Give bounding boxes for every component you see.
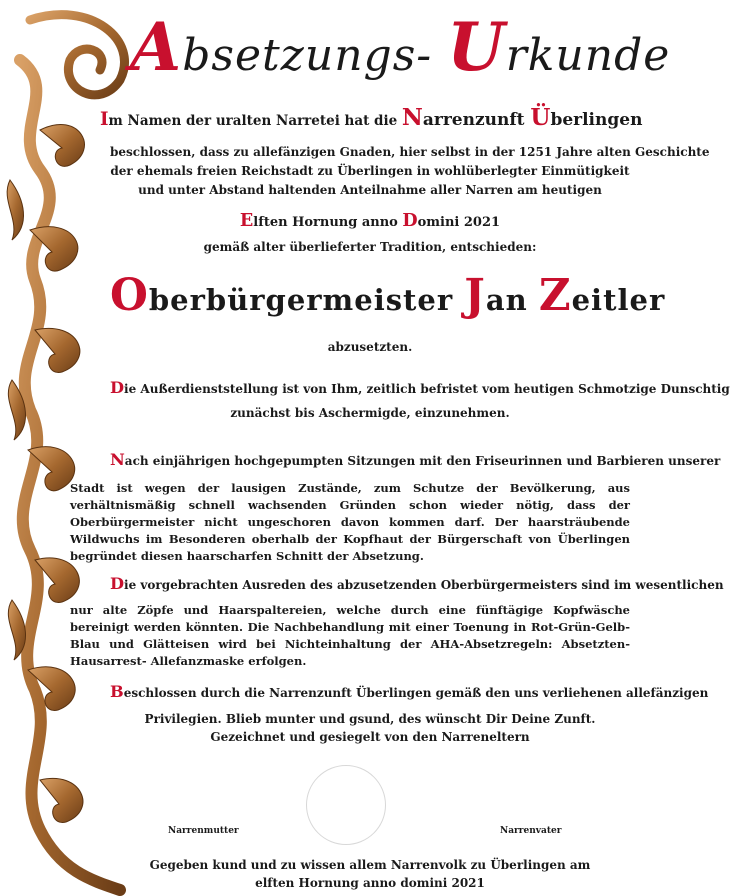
org-part-2: berlingen xyxy=(550,110,643,130)
para4-line-1 xyxy=(110,682,709,703)
name-part-3: eitler xyxy=(571,283,666,317)
document-title xyxy=(130,8,671,86)
name-part-2: an xyxy=(485,283,539,317)
signature-left: Narrenmutter xyxy=(168,826,239,836)
title-initial-a: A xyxy=(130,8,183,86)
para3-line-1 xyxy=(110,574,724,595)
para1-text: ie Außerdienststellung ist von Ihm, zeitlich befristet vom heutigen Schmotzige Dunschtig xyxy=(124,382,730,396)
ornamental-border xyxy=(0,0,140,896)
name-initial-j: J xyxy=(464,270,486,321)
para3-initial: D xyxy=(110,574,125,593)
para2-initial: N xyxy=(110,450,125,469)
date-part-1: lften Hornung anno xyxy=(253,215,403,230)
seal-placeholder xyxy=(306,765,386,845)
footer-line-1: Gegeben kund und zu wissen allem Narrenvolk zu Überlingen am xyxy=(149,858,591,872)
date-part-2: omini 2021 xyxy=(417,215,501,230)
mayor-name xyxy=(110,270,666,321)
intro-text: m Namen der uralten Narretei hat die xyxy=(108,113,398,129)
name-initial-o: O xyxy=(110,270,149,321)
para1-initial: D xyxy=(110,378,125,397)
para3-body: nur alte Zöpfe und Haarspaltereien, welche durch eine fünftägige Kopfwäsche bereinigt werden könnten. Die Nachbehandlung mit einer Toenung in Rot-Grün-Gelb-Blau und Glätteisen wird bei Nichteinhaltung der AHA-Absetzregeln: Absetzten- Hausarrest- Allefanzmaske erfolgen. xyxy=(70,603,630,668)
org-part-1: arrenzunft xyxy=(422,110,531,130)
para4-text: eschlossen durch die Narrenzunft Überlingen gemäß den uns verliehenen allefänzigen xyxy=(123,686,709,700)
title-part-2: rkunde xyxy=(505,30,671,81)
abzusetzen-text: abzusetzten. xyxy=(327,340,413,354)
org-initial-n: N xyxy=(401,104,423,131)
title-initial-u: U xyxy=(447,8,506,86)
intro-line-3: der ehemals freien Reichstadt zu Überlingen in wohlüberlegter Einmütigkeit xyxy=(110,164,630,178)
signature-right: Narrenvater xyxy=(500,826,562,836)
intro-initial: I xyxy=(100,109,109,130)
name-part-1: berbürgermeister xyxy=(148,283,465,317)
intro-line-2: beschlossen, dass zu allefänzigen Gnaden, hier selbst in der 1251 Jahre alten Geschichte xyxy=(110,145,710,159)
para4-initial: B xyxy=(110,682,124,701)
date-line xyxy=(110,212,630,232)
para4-line-2: Privilegien. Blieb munter und gsund, des wünscht Dir Deine Zunft. xyxy=(144,712,596,726)
para2-line-1 xyxy=(110,450,721,471)
name-initial-z: Z xyxy=(538,270,572,321)
para4-line-3: Gezeichnet und gesiegelt von den Narreneltern xyxy=(210,730,530,744)
date-initial-d: D xyxy=(402,211,418,231)
footer-line-2: elften Hornung anno domini 2021 xyxy=(255,876,485,890)
intro-line-1 xyxy=(100,104,643,131)
para3-text: ie vorgebrachten Ausreden des abzusetzenden Oberbürgermeisters sind im wesentlichen xyxy=(124,578,724,592)
intro-line-4: und unter Abstand haltenden Anteilnahme aller Narren am heutigen xyxy=(138,183,602,197)
date-initial-e: E xyxy=(239,211,254,231)
tradition-line: gemäß alter überlieferter Tradition, entschieden: xyxy=(203,240,537,254)
org-initial-u: Ü xyxy=(530,104,551,131)
para1-line-1 xyxy=(110,378,730,399)
para1-line-2: zunächst bis Aschermigde, einzunehmen. xyxy=(230,406,510,420)
title-part-1: bsetzungs- xyxy=(182,30,433,81)
para2-text: ach einjährigen hochgepumpten Sitzungen mit den Friseurinnen und Barbieren unserer xyxy=(124,454,721,468)
para2-body: Stadt ist wegen der lausigen Zustände, zum Schutze der Bevölkerung, aus verhältnismäßig schnell wachsenden Gründen schon wieder nötig, dass der Oberbürgermeister nicht ungeschoren davon kommen darf. Der haarsträubende Wildwuchs im Besonderen oberhalb der Kopfhaut der Bürgerschaft von Überlingen begründet diesen haarscharfen Schnitt der Absetzung. xyxy=(70,481,630,563)
